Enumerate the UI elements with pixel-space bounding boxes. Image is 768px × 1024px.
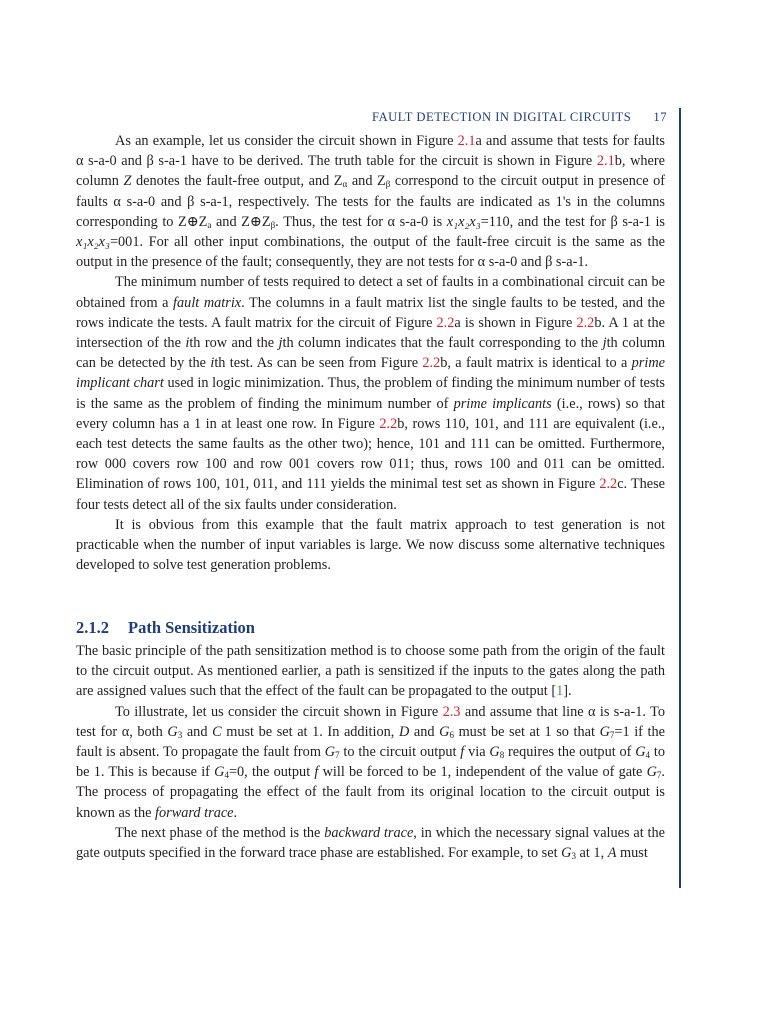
paragraph-backward-trace: The next phase of the method is the backward trace, in which the necessary signal values at the gate outputs specified in the forward trace phase are established. For example, to set $G_3$ at 1, A must [76,824,665,862]
citation-link[interactable]: 1 [556,683,564,700]
margin-rule [679,108,681,888]
section-heading [76,618,665,638]
paragraph-principle: The basic principle of the path sensitization method is to choose some path from the origin of the fault to the circuit output. As mentioned earlier, a path is sensitized if the inputs to the gates along the path are assigned values such that the effect of the fault can be propagated to the output [1]. [76,643,665,700]
paragraph-fault-matrix: The minimum number of tests required to detect a set of faults in a combinational circuit can be obtained from a fault matrix. The columns in a fault matrix list the single faults to be tested, and the rows indicate the tests. A fault matrix for the circuit of Figure 2.2a is shown in Figure 2.2b. A 1 at the intersection of the ith row and the jth column indicates that the fault corresponding to the jth column can be detected by the ith test. As can be seen from Figure 2.2b, a fault matrix is identical to a prime implicant chart used in logic minimization. Thus, the problem of finding the minimum number of tests is the same as the problem of finding the minimum number of prime implicants (i.e., rows) so that every column has a 1 in at least one row. In Figure 2.2b, rows 110, 101, and 111 are equivalent (i.e., each test detects the same faults as the other two); hence, 101 and 111 can be omitted. Furthermore, row 000 covers row 100 and row 001 covers row 011; thus, rows 100 and 011 can be omitted. Elimination of rows 100, 101, 011, and 111 yields the minimal test set as shown in Figure 2.2c. These four tests detect all of the six faults under consideration. [76,274,666,513]
term-backward-trace: backward trace [324,824,414,841]
body-text-section [76,641,665,863]
term-prime-implicants: prime implicants [453,395,552,412]
figure-ref[interactable]: 2.2 [422,355,441,372]
section-number: 2.1.2 [76,618,109,637]
running-head [372,110,667,125]
running-head-title: FAULT DETECTION IN DIGITAL CIRCUITS [372,110,632,124]
page-number: 17 [653,110,667,124]
paragraph-conclusion: It is obvious from this example that the fault matrix approach to test generation is not practicable when the number of input variables is large. We now discuss some alternative techniques developed to solve test generation problems. [76,516,665,574]
section-title: Path Sensitization [128,618,255,637]
figure-ref[interactable]: 2.1 [457,133,476,149]
paragraph-example: As an example, let us consider the circuit shown in Figure 2.1a and assume that tests for faults α s-a-0 and β s-a-1 have to be derived. The truth table for the circuit is shown in Figure 2.1b, where column Z denotes the fault-free output, and $Z_\alpha$ and $Z_\beta$ correspond to the circuit output in presence of faults α s-a-0 and β s-a-1, respectively. The tests for the faults are indicated as 1's in the columns corresponding to $Z\oplus Z_a$ and $Z\oplus Z_\beta$. Thus, the test for α s-a-0 is x₁x₂x₃=110, and the test for β s-a-1 is x₁x₂x₃=001. For all other input combinations, the output of the fault-free circuit is the same as the output in the presence of the fault; consequently, they are not tests for α s-a-0 and β s-a-1. [76,133,666,271]
term-forward-trace: forward trace [155,804,234,821]
figure-ref[interactable]: 2.2 [599,476,618,493]
body-text-top [76,131,665,575]
figure-ref[interactable]: 2.2 [576,314,595,331]
paragraph-illustration: To illustrate, let us consider the circuit shown in Figure 2.3 and assume that line α is s-a-1. To test for α, both $G_3$ and C must be set at 1. In addition, D and $G_6$ must be set at 1 so that $G_7=1$ if the fault is absent. To propagate the fault from $G_7$ to the circuit output f via $G_8$ requires the output of $G_4$ to be 1. This is because if $G_4=0$, the output f will be forced to be 1, independent of the value of gate $G_7$. The process of propagating the effect of the fault from its original location to the circuit output is known as the forward trace. [76,703,665,821]
figure-ref[interactable]: 2.2 [436,314,455,331]
figure-ref[interactable]: 2.2 [379,415,398,432]
term-prime-implicant-chart: prime implicant chart [76,355,666,392]
term-fault-matrix: fault matrix [173,294,242,311]
figure-ref[interactable]: 2.1 [596,153,615,170]
figure-ref[interactable]: 2.3 [442,703,461,720]
